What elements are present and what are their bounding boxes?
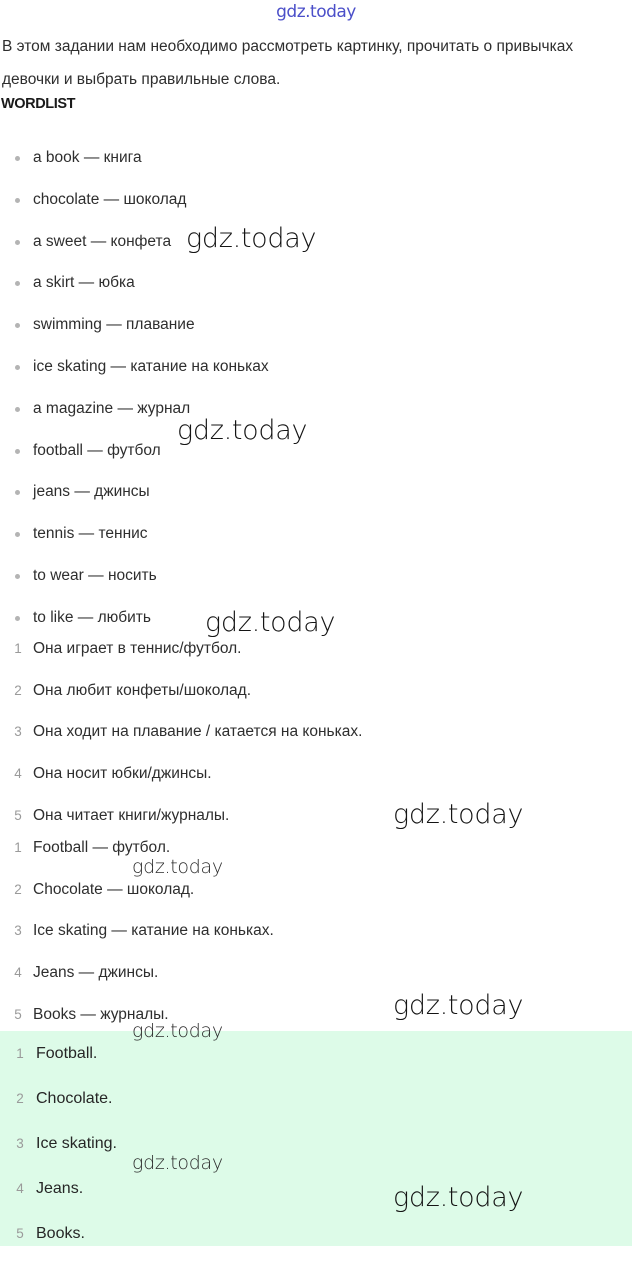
wordlist-item-text: a sweet — конфета bbox=[33, 232, 172, 250]
list-number: 1 bbox=[14, 641, 22, 656]
wordlist-item bbox=[0, 430, 269, 472]
translation-list bbox=[0, 628, 362, 836]
list-number: 4 bbox=[14, 766, 22, 782]
wordlist-item bbox=[0, 555, 269, 597]
watermark: gdz.today bbox=[132, 1152, 223, 1174]
wordlist bbox=[0, 137, 269, 639]
wordlist-item-text: tennis — теннис bbox=[33, 525, 148, 543]
wordlist-item bbox=[0, 179, 269, 221]
bullet-icon bbox=[15, 574, 20, 579]
list-item-text: Ice skating — катание на коньках. bbox=[33, 922, 274, 940]
list-number: 2 bbox=[14, 682, 22, 698]
list-item bbox=[0, 1171, 117, 1216]
list-item-text: Она носит юбки/джинсы. bbox=[33, 765, 212, 783]
list-item bbox=[0, 827, 274, 869]
list-item-text: Она ходит на плавание / катается на коньках. bbox=[33, 723, 363, 741]
wordlist-item bbox=[0, 346, 269, 388]
bullet-icon bbox=[15, 490, 20, 495]
list-item bbox=[0, 1081, 117, 1126]
wordlist-item-text: to wear — носить bbox=[33, 566, 157, 584]
list-item bbox=[0, 1216, 117, 1261]
wordlist-item bbox=[0, 471, 269, 513]
watermark: gdz.today bbox=[393, 1182, 524, 1213]
list-number: 5 bbox=[16, 1226, 24, 1241]
watermark: gdz.today bbox=[186, 223, 317, 254]
list-number: 4 bbox=[16, 1181, 24, 1196]
wordlist-item-text: ice skating — катание на коньках bbox=[33, 357, 269, 375]
list-number: 1 bbox=[16, 1046, 24, 1061]
list-number: 3 bbox=[16, 1136, 24, 1151]
list-number: 2 bbox=[16, 1091, 24, 1106]
list-number: 3 bbox=[14, 923, 22, 939]
bullet-icon bbox=[15, 198, 20, 203]
wordlist-heading: WORDLIST bbox=[1, 96, 76, 112]
bullet-icon bbox=[15, 365, 20, 370]
bullet-icon bbox=[15, 407, 20, 412]
intro-text: В этом задании нам необходимо рассмотреть картинку, прочитать о привычках девочки и выбрать правильные слова. bbox=[2, 38, 574, 88]
list-item-text: Jeans. bbox=[36, 1180, 84, 1197]
list-item bbox=[0, 753, 362, 795]
list-item bbox=[0, 994, 274, 1036]
list-item-text: Она читает книги/журналы. bbox=[33, 806, 230, 824]
list-item-text: Chocolate — шоколад. bbox=[33, 880, 195, 898]
list-number: 5 bbox=[14, 1006, 22, 1022]
answer-block bbox=[0, 1031, 632, 1246]
list-item bbox=[0, 1036, 117, 1081]
list-item-text: Football — футбол. bbox=[33, 839, 171, 856]
list-item bbox=[0, 1126, 117, 1171]
wordlist-item-text: jeans — джинсы bbox=[33, 483, 150, 501]
list-item-text: Books. bbox=[36, 1225, 85, 1242]
wordlist-item bbox=[0, 262, 269, 304]
list-number: 4 bbox=[14, 965, 22, 981]
list-item-text: Football. bbox=[36, 1045, 98, 1062]
list-number: 1 bbox=[14, 840, 22, 855]
watermark: gdz.today bbox=[177, 415, 308, 446]
list-item-text: Jeans — джинсы. bbox=[33, 964, 159, 982]
list-item bbox=[0, 711, 362, 753]
watermark: gdz.today bbox=[132, 856, 223, 878]
wordlist-item bbox=[0, 221, 269, 263]
bullet-icon bbox=[15, 156, 20, 161]
watermark: gdz.today bbox=[393, 990, 524, 1021]
bullet-icon bbox=[15, 616, 20, 621]
list-number: 3 bbox=[14, 724, 22, 740]
wordlist-item-text: swimming — плавание bbox=[33, 316, 195, 334]
list-item bbox=[0, 628, 362, 670]
list-item-text: Books — журналы. bbox=[33, 1005, 169, 1023]
bullet-icon bbox=[15, 532, 20, 537]
list-item bbox=[0, 670, 362, 712]
wordlist-item bbox=[0, 513, 269, 555]
wordlist-item bbox=[0, 388, 269, 430]
wordlist-item bbox=[0, 304, 269, 346]
watermark: gdz.today bbox=[393, 799, 524, 830]
bullet-icon bbox=[15, 323, 20, 328]
wordlist-item-text: chocolate — шоколад bbox=[33, 190, 187, 208]
watermark: gdz.today bbox=[205, 607, 336, 638]
bullet-icon bbox=[15, 449, 20, 454]
bullet-icon bbox=[15, 281, 20, 286]
answer-translation-list bbox=[0, 827, 274, 1035]
wordlist-item-text: football — футбол bbox=[33, 441, 161, 459]
wordlist-item-text: to like — любить bbox=[33, 608, 151, 626]
list-item-text: Chocolate. bbox=[36, 1090, 113, 1107]
list-item bbox=[0, 952, 274, 994]
watermark-top: gdz.today bbox=[276, 2, 356, 22]
wordlist-item-text: a magazine — журнал bbox=[33, 399, 191, 417]
list-item-text: Ice skating. bbox=[36, 1135, 117, 1152]
list-item-text: Она любит конфеты/шоколад. bbox=[33, 681, 251, 699]
wordlist-item bbox=[0, 137, 269, 179]
final-answer-list bbox=[0, 1036, 117, 1261]
list-number: 5 bbox=[14, 807, 22, 823]
bullet-icon bbox=[15, 240, 20, 245]
wordlist-item-text: a skirt — юбка bbox=[33, 274, 135, 292]
wordlist-item-text: a book — книга bbox=[33, 149, 142, 166]
list-item bbox=[0, 910, 274, 952]
list-item-text: Она играет в теннис/футбол. bbox=[33, 640, 242, 657]
list-item bbox=[0, 869, 274, 911]
list-number: 2 bbox=[14, 881, 22, 897]
watermark: gdz.today bbox=[132, 1020, 223, 1042]
